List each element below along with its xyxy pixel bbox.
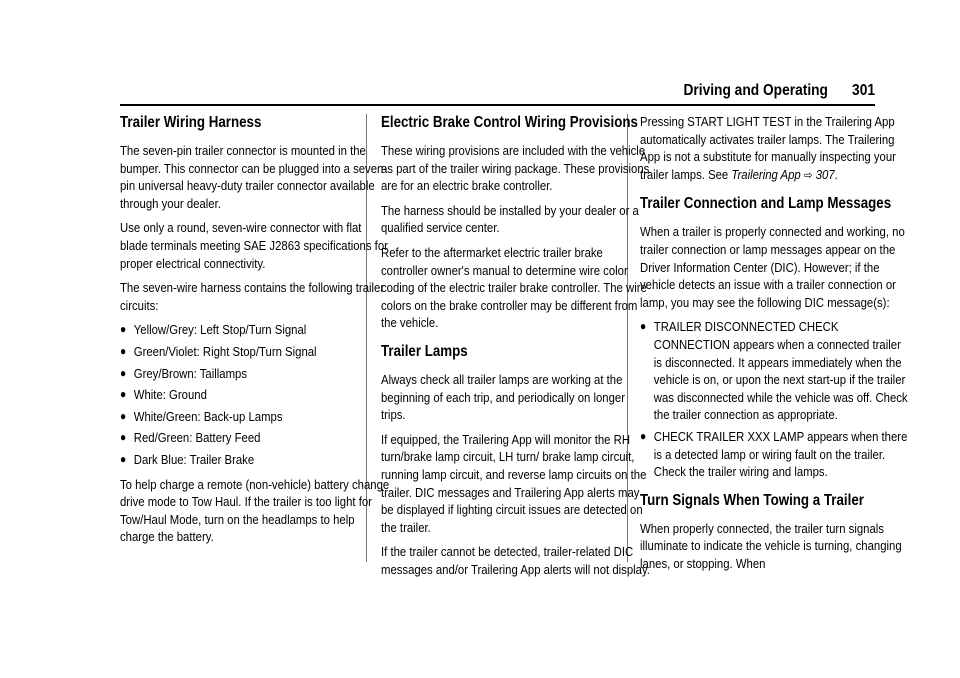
bullet-icon: ● (120, 387, 127, 402)
list-item: ● Grey/Brown: Taillamps (120, 365, 248, 381)
message-list (640, 318, 910, 480)
bullet-icon: ● (120, 451, 127, 466)
section-heading-trailer-wiring-harness: Trailer Wiring Harness (120, 114, 262, 131)
bullet-icon: ● (120, 365, 127, 380)
paragraph: The seven-pin trailer connector is mounted in the bumper. This connector can be plugged into a seven-pin universal heavy-duty trailer connector available through your dealer. (120, 143, 388, 211)
paragraph: If the trailer cannot be detected, trailer-related DIC messages and/or Trailering App alerts will not display. (381, 544, 650, 577)
list-item: ● Dark Blue: Trailer Brake (120, 451, 255, 467)
list-item: ● Green/Violet: Right Stop/Turn Signal (120, 343, 317, 359)
cross-reference-link[interactable]: Trailering App (731, 166, 801, 182)
paragraph: If equipped, the Trailering App will monitor the RH turn/brake lamp circuit, LH turn/ brake lamp circuit, running lamp circuit, and reverse lamp circuits on the trailer. DIC messages and Trailering App alerts may be displayed if lighting circuit issues are detected on the trailer. (381, 431, 647, 535)
column-2 (381, 113, 651, 585)
header-rule (120, 104, 875, 106)
list-item: ● Red/Green: Battery Feed (120, 430, 261, 446)
bullet-icon: ● (120, 430, 127, 445)
paragraph: These wiring provisions are included with the vehicle as part of the trailer wiring package. These provisions are for an electric brake controller. (381, 143, 650, 194)
paragraph: Refer to the aftermarket electric trailer brake controller owner's manual to determine wire color coding of the electric trailer brake controller. The wire colors on the brake controller may be different from the vehicle. (381, 244, 647, 331)
bullet-icon: ● (120, 322, 127, 337)
running-header (639, 82, 876, 106)
bullet-icon: ● (640, 428, 647, 443)
bullet-icon: ● (120, 408, 127, 423)
paragraph: The harness should be installed by your dealer or a qualified service center. (381, 202, 639, 236)
page-number: 301 (852, 82, 875, 99)
bullet-icon: ● (640, 319, 647, 334)
section-heading-trailer-lamps: Trailer Lamps (381, 342, 468, 360)
list-item: ● Yellow/Grey: Left Stop/Turn Signal (120, 322, 307, 338)
list-item: ● TRAILER DISCONNECTED CHECK CONNECTION appears when a connected trailer is disconnected. It appears immediately when the vehicle is on, or upon the next start-up if the trailer was disconnected while the vehicle was off. Check the trailer connection as appropriate. (640, 319, 908, 423)
arrow-right-icon: ⇨ (803, 167, 813, 182)
paragraph: Use only a round, seven-wire connector with flat blade terminals meeting SAE J2863 specifications for proper electrical connectivity. (120, 220, 388, 271)
bullet-icon: ● (120, 343, 127, 358)
paragraph: Always check all trailer lamps are working at the beginning of each trip, and periodically on longer trips. (381, 371, 626, 423)
column-1 (120, 113, 390, 553)
section-heading-electric-brake: Electric Brake Control Wiring Provisions (381, 114, 638, 131)
list-item: ● CHECK TRAILER XXX LAMP appears when there is a detected lamp or wiring fault on the trailer. Check the trailer wiring and lamps. (640, 428, 908, 480)
paragraph: When a trailer is properly connected and working, no trailer connection or lamp messages appear on the Driver Information Center (DIC). However; if the vehicle detects an issue with a trailer connection or lamp, you may see the following DIC message(s): (640, 224, 905, 310)
section-title: Driving and Operating (683, 82, 828, 99)
cross-reference-page[interactable]: 307 (815, 166, 835, 182)
paragraph: To help charge a remote (non-vehicle) battery change drive mode to Tow Haul. If the trailer is too light for Tow/Haul Mode, turn on the headlamps to help charge the battery. (120, 476, 390, 545)
section-heading-connection-messages: Trailer Connection and Lamp Messages (640, 195, 892, 213)
paragraph: When properly connected, the trailer turn signals illuminate to indicate the vehicle is turning, changing lanes, or stopping. When (640, 520, 902, 571)
column-3 (640, 113, 910, 579)
list-item: ● White/Green: Back-up Lamps (120, 408, 283, 424)
circuit-list (120, 321, 390, 468)
section-heading-turn-signals: Turn Signals When Towing a Trailer (640, 491, 864, 509)
paragraph: The seven-wire harness contains the following trailer circuits: (120, 280, 385, 313)
paragraph: Pressing START LIGHT TEST in the Trailering App automatically activates trailer lamps. The Trailering App is not a substitute for manually inspecting your trailer lamps. See Trailering App ⇨ 307. (640, 114, 896, 182)
list-item: ● White: Ground (120, 387, 207, 403)
